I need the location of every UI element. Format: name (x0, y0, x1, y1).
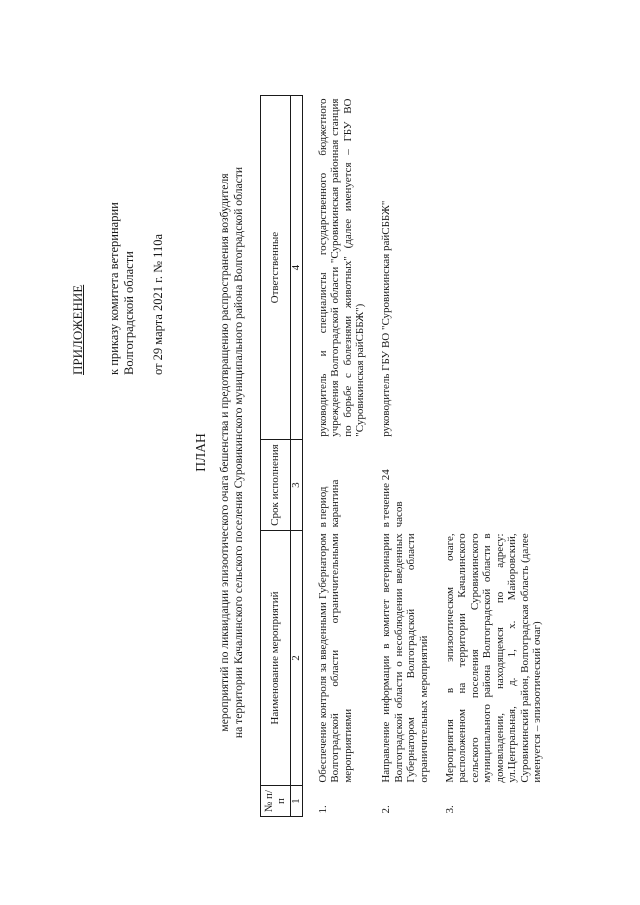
appendix-title: ПРИЛОЖЕНИЕ (70, 284, 85, 375)
row-responsible: руководитель и специалисты государственного бюджетного учреждения Волгоградской области "Суровикинская районная станция по борьбе с болезнями животных" (далее именуется – ГБУ ВО "Суровикинская райСББЖ") (316, 98, 367, 437)
appendix-date: от 29 марта 2021 г. № 110а (151, 233, 165, 375)
row-term: в течение 24 часов (380, 469, 405, 528)
column-number-2: 2 (290, 530, 302, 785)
row-responsible: руководитель ГБУ ВО "Суровикинская райСББЖ" (380, 200, 393, 437)
plan-subtitle (218, 60, 245, 845)
column-number-4: 4 (290, 96, 302, 440)
header-name: Наименование мероприятий (261, 530, 291, 785)
row-responsible (442, 96, 555, 440)
appendix-block (70, 45, 166, 375)
column-number-1: 1 (290, 786, 302, 817)
header-responsible: Ответственные (261, 96, 291, 440)
table-header-row (261, 96, 291, 817)
row-num: 1. (316, 805, 329, 814)
table-row (302, 96, 378, 817)
row-num: 3. (444, 805, 457, 814)
appendix-region-line: Волгоградской области (122, 251, 136, 375)
header-term: Срок исполнения (261, 440, 291, 531)
row-term (442, 440, 555, 531)
plan-subtitle-line-1: мероприятий по ликвидации эпизоотического очага бешенства и предотвращению распространения возбудителя (218, 173, 231, 732)
row-term: в период карантина (316, 479, 342, 528)
plan-subtitle-line-2: на территории Качалинского сельского поселения Суровикинского муниципального района Волгоградской области (231, 166, 245, 739)
table-row (442, 96, 555, 817)
row-name: Обеспечение контроля за введенными Губернатором Волгоградской области ограничительными мероприятиями (316, 533, 354, 783)
row-name: Мероприятия в эпизоотическом очаге, расположенном на территории Качалинского сельского поселения Суровикинского муниципального района Волгоградской области в домовладении, находящемся по адресу: ул.Центральная, д. 1, х. Майоровский, Суровикинский район, Волгоградская область (далее именуется – эпизоотический очаг) (444, 533, 543, 783)
plan-title: ПЛАН (193, 433, 208, 472)
row-name: Направление информации в комитет ветеринарии Волгоградской области о несоблюдении введенных Губернатором Волгоградской области ограничительных мероприятий (380, 533, 430, 783)
plan-table (260, 95, 555, 817)
row-num: 2. (380, 805, 393, 814)
header-num: № п/п (261, 786, 291, 817)
appendix-order-line: к приказу комитета ветеринарии (107, 202, 121, 375)
table-column-number-row (290, 96, 302, 817)
table-row (378, 96, 442, 817)
column-number-3: 3 (290, 440, 302, 531)
